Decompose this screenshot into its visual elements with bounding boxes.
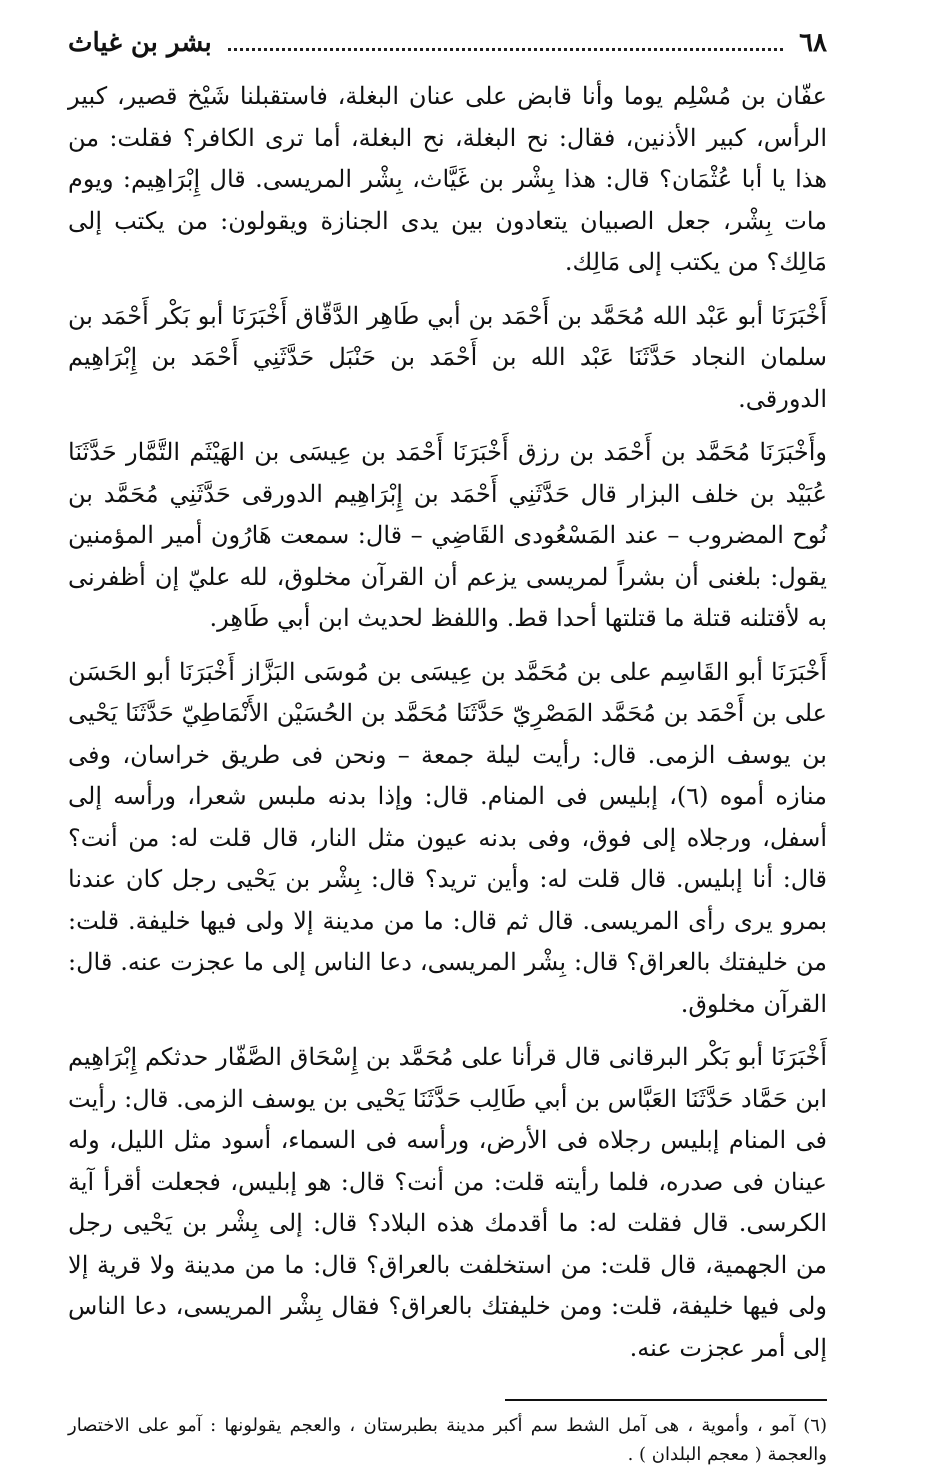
running-title: بشر بن غياث bbox=[68, 28, 212, 58]
dotted-leader bbox=[228, 34, 783, 51]
footnote-separator bbox=[68, 1381, 827, 1411]
running-head bbox=[68, 28, 827, 72]
paragraph: وأَخْبَرَنَا مُحَمَّد بن أَحْمَد بن رزق أَخْبَرَنَا أَحْمَد بن عِيسَى بن الهَيْثَم التَّمَّار حَدَّثَنَا عُبَيْد بن خلف البزار قال حَدَّثَنِي أَحْمَد بن إِبْرَاهِيم الدورقى حَدَّثَنِي مُحَمَّد بن نُوح المضروب – عند المَسْعُودى القَاضِي – قال: سمعت هَارُون أمير المؤمنين يقول: بلغنى أن بشراً لمريسى يزعم أن القرآن مخلوق، لله عليّ إن أظفرنى به لأقتلنه قتلة ما قتلتها أحدا قط. واللفظ لحديث ابن أبي طَاهِر. bbox=[68, 438, 827, 632]
paragraph: أَخْبَرَنَا أبو بَكْر البرقانى قال قرأنا على مُحَمَّد بن إِسْحَاق الصَّفّار حدثكم إِبْرَاهِيم ابن حَمَّاد حَدَّثَنَا العَبَّاس بن أبي طَالِب حَدَّثَنَا يَحْيى بن يوسف الزمى. قال: رأيت فى المنام إبليس رجلاه فى الأرض، ورأسه فى السماء، أسود مثل الليل، وله عينان فى صدره، فلما رأيته قلت: من أنت؟ قال: هو إبليس، فجعلت أقرأ آية الكرسى. قال فقلت له: ما أقدمك هذه البلاد؟ قال: إلى بِشْر بن يَحْيى رجل من الجهمية، قال قلت: من استخلفت بالعراق؟ قال: ما من مدينة ولا قرية إلا ولى فيها خليفة، قلت: ومن خليفتك بالعراق؟ فقال بِشْر المريسى، دعا الناس إلى أمر عجزت عنه. bbox=[68, 1043, 828, 1362]
page-number: ٦٨ bbox=[799, 28, 827, 58]
paragraph: عفّان بن مُسْلِم يوما وأنا قابض على عنان البغلة، فاستقبلنا شَيْخ قصير، كبير الرأس، كبير الأذنين، فقال: نح البغلة، نح البغلة، أما ترى الكافر؟ فقلت: من هذا يا أبا عُثْمَان؟ قال: هذا بِشْر بن غَيَّاث، بِشْر المريسى. قال إِبْرَاهِيم: ويوم مات بِشْر، جعل الصبيان يتعادون بين يدى الجنازة ويقولون: من يكتب إلى مَالِك؟ من يكتب إلى مَالِك. bbox=[68, 82, 828, 276]
paragraph: أَخْبَرَنَا أبو القَاسِم على بن مُحَمَّد بن عِيسَى بن مُوسَى البَزَّاز أَخْبَرَنَا أبو الحَسَن على بن أَحْمَد بن مُحَمَّد المَصْرِيّ حَدَّثَنَا مُحَمَّد بن الحُسَيْن الأَنْمَاطِيّ حَدَّثَنَا يَحْيى بن يوسف الزمى. قال: رأيت ليلة جمعة – ونحن فى طريق خراسان، وفى منازه أموه (٦)، إبليس فى المنام. قال: وإذا بدنه ملبس شعرا، ورأسه إلى أسفل، ورجلاه إلى فوق، وفى بدنه عيون مثل النار، قال قلت له: من أنت؟ قال: أنا إبليس. قال قلت له: وأين تريد؟ قال: بِشْر بن يَحْيى رجل كان عندنا بمرو يرى رأى المريسى. قال ثم قال: ما من مدينة إلا ولى فيها خليفة. قلت: من خليفتك بالعراق؟ قال: بِشْر المريسى، دعا الناس إلى ما عجزت عنه. قال: القرآن مخلوق. bbox=[68, 657, 828, 1018]
paragraph: أَخْبَرَنَا أبو عَبْد الله مُحَمَّد بن أَحْمَد بن أبي طَاهِر الدَّقّاق أَخْبَرَنَا أبو بَكْر أَحْمَد بن سلمان النجاد حَدَّثَنَا عَبْد الله بن أَحْمَد بن حَنْبَل حَدَّثَنِي أَحْمَد بن إِبْرَاهِيم الدورقى. bbox=[68, 301, 827, 413]
footnote-rule bbox=[505, 1399, 827, 1401]
book-page bbox=[68, 28, 827, 1469]
footnote: (٦) آمو ، وأموية ، هى آمل الشط سم أكبر مدينة بطبرستان ، والعجم يقولونها : آمو على الاختصار والعجمة ( معجم البلدان ) . bbox=[68, 1415, 827, 1465]
body-text bbox=[68, 76, 827, 1369]
